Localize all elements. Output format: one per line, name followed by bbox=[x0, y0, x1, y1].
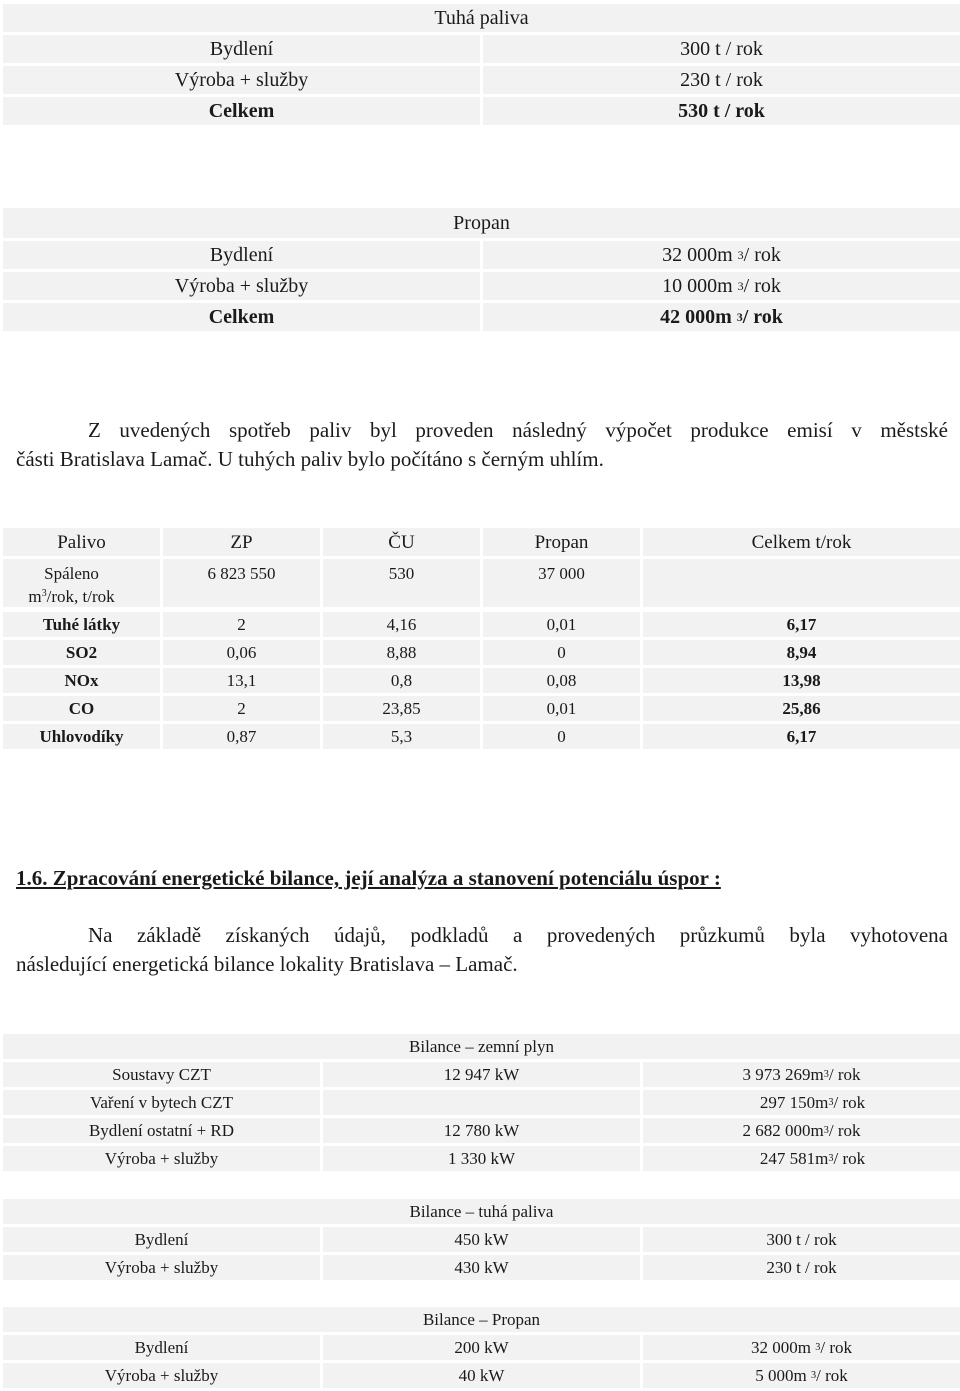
emissions-row-propan: 0 bbox=[483, 724, 640, 749]
solid-fuels-title: Tuhá paliva bbox=[3, 4, 960, 32]
emissions-header-fuel: Palivo bbox=[3, 528, 160, 556]
balance-gas-title: Bilance – zemní plyn bbox=[3, 1034, 960, 1059]
emissions-intro-line-1: Z uvedených spotřeb paliv byl proveden následný výpočet produkce emisí v městské bbox=[88, 418, 948, 442]
balance-solid-power: 450 kW bbox=[323, 1227, 640, 1252]
balance-gas-value: 297 150 m 3 / rok bbox=[643, 1090, 960, 1115]
emissions-burned-propan: 37 000 bbox=[483, 559, 640, 607]
balance-propane-title: Bilance – Propan bbox=[3, 1307, 960, 1332]
propane-label-total: Celkem bbox=[3, 303, 480, 331]
emissions-row-cu: 23,85 bbox=[323, 696, 480, 721]
emissions-row-propan: 0 bbox=[483, 640, 640, 665]
balance-gas-power: 12 947 kW bbox=[323, 1062, 640, 1087]
solid-fuels-label-industry: Výroba + služby bbox=[3, 66, 480, 94]
emissions-row-zp: 2 bbox=[163, 696, 320, 721]
emissions-row-zp: 0,06 bbox=[163, 640, 320, 665]
emissions-row-cu: 4,16 bbox=[323, 612, 480, 637]
emissions-header-zp: ZP bbox=[163, 528, 320, 556]
emissions-header-propan: Propan bbox=[483, 528, 640, 556]
balance-solid-label: Výroba + služby bbox=[3, 1255, 320, 1280]
balance-gas-value: 3 973 269 m 3 / rok bbox=[643, 1062, 960, 1087]
balance-intro-line-2: následující energetická bilance lokality Bratislava – Lamač. bbox=[16, 952, 518, 976]
emissions-row-name: Tuhé látky bbox=[3, 612, 160, 637]
solid-fuels-value-housing: 300 t / rok bbox=[483, 35, 960, 63]
balance-gas-label: Soustavy CZT bbox=[3, 1062, 320, 1087]
emissions-burned-total bbox=[643, 559, 960, 607]
section-heading: 1.6. Zpracování energetické bilance, její analýza a stanovení potenciálu úspor : bbox=[16, 866, 721, 890]
propane-value-industry: 10 000 m 3 / rok bbox=[483, 272, 960, 300]
emissions-row-total: 25,86 bbox=[643, 696, 960, 721]
balance-propane-power: 200 kW bbox=[323, 1335, 640, 1360]
propane-value-total: 42 000 m 3 / rok bbox=[483, 303, 960, 331]
balance-intro-paragraph bbox=[16, 921, 948, 979]
emissions-row-total: 6,17 bbox=[643, 612, 960, 637]
emissions-header-cu: ČU bbox=[323, 528, 480, 556]
emissions-intro-paragraph bbox=[16, 416, 948, 474]
emissions-row-name: CO bbox=[3, 696, 160, 721]
propane-title: Propan bbox=[3, 208, 960, 238]
emissions-intro-line-2: části Bratislava Lamač. U tuhých paliv bylo počítáno s černým uhlím. bbox=[16, 447, 604, 471]
balance-solid-value: 300 t / rok bbox=[643, 1227, 960, 1252]
balance-gas-power bbox=[323, 1090, 640, 1115]
propane-label-housing: Bydlení bbox=[3, 241, 480, 269]
balance-propane-label: Výroba + služby bbox=[3, 1363, 320, 1388]
balance-propane-value: 5 000 m 3 / rok bbox=[643, 1363, 960, 1388]
solid-fuels-value-total: 530 t / rok bbox=[483, 97, 960, 125]
emissions-row-cu: 8,88 bbox=[323, 640, 480, 665]
balance-propane-value: 32 000 m 3 / rok bbox=[643, 1335, 960, 1360]
emissions-burned-cu: 530 bbox=[323, 559, 480, 607]
emissions-row-cu: 5,3 bbox=[323, 724, 480, 749]
balance-gas-power: 12 780 kW bbox=[323, 1118, 640, 1143]
emissions-row-total: 8,94 bbox=[643, 640, 960, 665]
emissions-row-name: SO2 bbox=[3, 640, 160, 665]
solid-fuels-label-total: Celkem bbox=[3, 97, 480, 125]
propane-label-industry: Výroba + služby bbox=[3, 272, 480, 300]
emissions-header-total: Celkem t/rok bbox=[643, 528, 960, 556]
emissions-burned-label: Spáleno $m^3$/rok, t/rok bbox=[3, 559, 160, 607]
emissions-row-total: 6,17 bbox=[643, 724, 960, 749]
balance-gas-label: Výroba + služby bbox=[3, 1146, 320, 1171]
emissions-row-total: 13,98 bbox=[643, 668, 960, 693]
balance-propane-label: Bydlení bbox=[3, 1335, 320, 1360]
emissions-row-name: Uhlovodíky bbox=[3, 724, 160, 749]
emissions-row-zp: 0,87 bbox=[163, 724, 320, 749]
balance-solid-power: 430 kW bbox=[323, 1255, 640, 1280]
emissions-row-propan: 0,01 bbox=[483, 612, 640, 637]
emissions-row-propan: 0,08 bbox=[483, 668, 640, 693]
solid-fuels-label-housing: Bydlení bbox=[3, 35, 480, 63]
emissions-row-zp: 2 bbox=[163, 612, 320, 637]
emissions-row-propan: 0,01 bbox=[483, 696, 640, 721]
balance-gas-label: Vaření v bytech CZT bbox=[3, 1090, 320, 1115]
emissions-row-name: NOx bbox=[3, 668, 160, 693]
balance-solid-title: Bilance – tuhá paliva bbox=[3, 1199, 960, 1224]
emissions-burned-zp: 6 823 550 bbox=[163, 559, 320, 607]
balance-gas-label: Bydlení ostatní + RD bbox=[3, 1118, 320, 1143]
emissions-row-cu: 0,8 bbox=[323, 668, 480, 693]
balance-intro-line-1: Na základě získaných údajů, podkladů a provedených průzkumů byla vyhotovena bbox=[88, 923, 948, 947]
emissions-row-zp: 13,1 bbox=[163, 668, 320, 693]
balance-gas-power: 1 330 kW bbox=[323, 1146, 640, 1171]
balance-propane-power: 40 kW bbox=[323, 1363, 640, 1388]
balance-solid-value: 230 t / rok bbox=[643, 1255, 960, 1280]
balance-gas-value: 247 581 m 3 / rok bbox=[643, 1146, 960, 1171]
balance-gas-value: 2 682 000 m 3 / rok bbox=[643, 1118, 960, 1143]
solid-fuels-value-industry: 230 t / rok bbox=[483, 66, 960, 94]
balance-solid-label: Bydlení bbox=[3, 1227, 320, 1252]
propane-value-housing: 32 000 m 3 / rok bbox=[483, 241, 960, 269]
